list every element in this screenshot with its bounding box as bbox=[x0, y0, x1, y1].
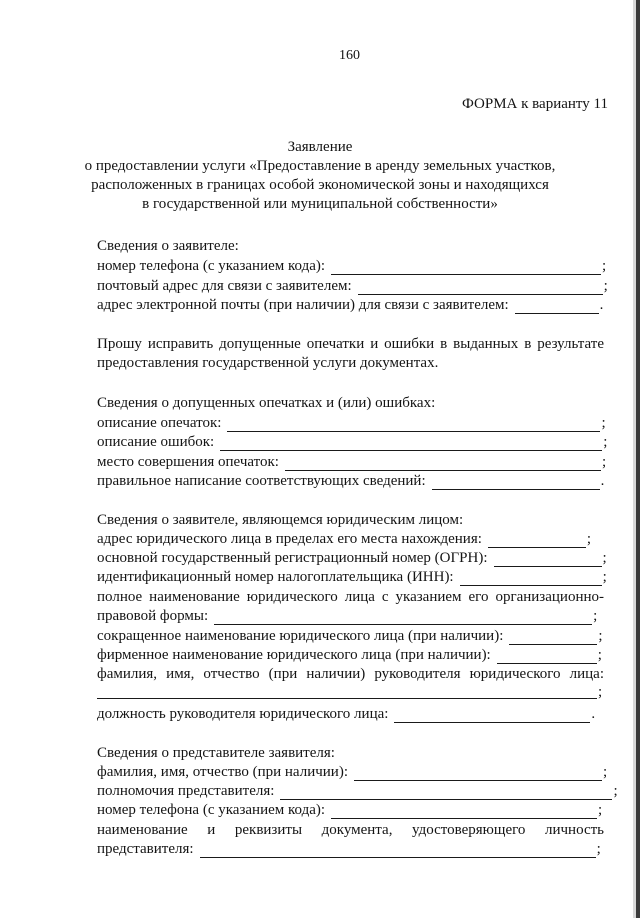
applicant-email-row bbox=[97, 296, 603, 314]
head-position-row bbox=[97, 705, 595, 723]
representative-fio-row bbox=[97, 763, 607, 781]
ogrn-row bbox=[97, 549, 607, 567]
typos-row bbox=[97, 414, 606, 432]
full-name-row bbox=[97, 607, 597, 625]
applicant-heading: Сведения о заявителе: bbox=[97, 238, 239, 254]
representative-doc-label-line-1: наименование и реквизиты документа, удостоверяющего личность bbox=[97, 822, 604, 838]
legal-heading: Сведения о заявителе, являющемся юридическим лицом: bbox=[97, 512, 464, 528]
short-name-field[interactable] bbox=[509, 629, 597, 645]
representative-doc-row bbox=[97, 840, 601, 858]
representative-phone-row bbox=[97, 801, 602, 819]
applicant-postal-field[interactable] bbox=[358, 279, 603, 295]
representative-doc-label-line-2: представителя: bbox=[97, 841, 194, 857]
semicolon: ; bbox=[593, 608, 598, 624]
head-position-field[interactable] bbox=[394, 707, 590, 723]
mistakes-row bbox=[97, 433, 607, 451]
semicolon: ; bbox=[596, 841, 601, 857]
applicant-email-label: адрес электронной почты (при наличии) для связи с заявителем: bbox=[97, 297, 509, 313]
semicolon: ; bbox=[602, 550, 607, 566]
place-field[interactable] bbox=[285, 455, 601, 471]
period: . bbox=[591, 706, 596, 722]
applicant-postal-label: почтовый адрес для связи с заявителем: bbox=[97, 278, 352, 294]
full-name-label-line-2: правовой формы: bbox=[97, 608, 209, 624]
place-row bbox=[97, 453, 606, 471]
page-number: 160 bbox=[339, 48, 360, 63]
full-name-field[interactable] bbox=[214, 609, 592, 625]
brand-name-field[interactable] bbox=[497, 648, 597, 664]
applicant-email-field[interactable] bbox=[515, 298, 599, 314]
legal-address-row bbox=[97, 530, 591, 548]
short-name-row bbox=[97, 627, 603, 645]
request-line-2: предоставления государственной услуги документах. bbox=[97, 355, 439, 371]
semicolon: ; bbox=[598, 628, 603, 644]
document-subtitle-line-1: о предоставлении услуги «Предоставление в аренду земельных участков, bbox=[84, 158, 556, 174]
representative-fio-label: фамилия, имя, отчество (при наличии): bbox=[97, 764, 348, 780]
semicolon: ; bbox=[603, 764, 608, 780]
semicolon: ; bbox=[602, 569, 607, 585]
head-position-label: должность руководителя юридического лица: bbox=[97, 706, 389, 722]
document-subtitle-line-3: в государственной или муниципальной собственности» bbox=[142, 196, 498, 212]
representative-authority-label: полномочия представителя: bbox=[97, 783, 275, 799]
applicant-postal-row bbox=[97, 277, 608, 295]
short-name-label: сокращенное наименование юридического лица (при наличии): bbox=[97, 628, 504, 644]
head-fio-label: фамилия, имя, отчество (при наличии) руководителя юридического лица: bbox=[97, 666, 604, 682]
semicolon: ; bbox=[613, 783, 618, 799]
inn-row bbox=[97, 568, 607, 586]
semicolon: ; bbox=[598, 802, 603, 818]
ogrn-label: основной государственный регистрационный номер (ОГРН): bbox=[97, 550, 488, 566]
representative-phone-field[interactable] bbox=[331, 803, 597, 819]
correct-row bbox=[97, 472, 604, 490]
semicolon: ; bbox=[597, 647, 602, 663]
mistakes-label: описание ошибок: bbox=[97, 434, 215, 450]
applicant-phone-row bbox=[97, 257, 606, 275]
semicolon: ; bbox=[601, 415, 606, 431]
head-fio-field[interactable] bbox=[97, 683, 597, 699]
typos-field[interactable] bbox=[227, 416, 600, 432]
period: . bbox=[600, 473, 605, 489]
errors-heading: Сведения о допущенных опечатках и (или) ошибках: bbox=[97, 395, 436, 411]
applicant-phone-field[interactable] bbox=[331, 259, 601, 275]
applicant-phone-label: номер телефона (с указанием кода): bbox=[97, 258, 326, 274]
semicolon: ; bbox=[601, 454, 607, 470]
legal-address-field[interactable] bbox=[488, 532, 586, 548]
brand-name-label: фирменное наименование юридического лица (при наличии): bbox=[97, 647, 491, 663]
full-name-label-line-1: полное наименование юридического лица с указанием его организационно- bbox=[97, 589, 604, 605]
typos-label: описание опечаток: bbox=[97, 415, 222, 431]
representative-phone-label: номер телефона (с указанием кода): bbox=[97, 802, 326, 818]
correct-field[interactable] bbox=[432, 474, 600, 490]
request-line-1: Прошу исправить допущенные опечатки и ошибки в выданных в результате bbox=[97, 336, 604, 352]
semicolon: ; bbox=[603, 278, 608, 294]
semicolon: ; bbox=[598, 684, 603, 700]
ogrn-field[interactable] bbox=[494, 551, 602, 567]
legal-address-label: адрес юридического лица в пределах его места нахождения: bbox=[97, 531, 482, 547]
inn-label: идентификационный номер налогоплательщика (ИНН): bbox=[97, 569, 454, 585]
period: . bbox=[599, 297, 604, 313]
representative-authority-row bbox=[97, 782, 618, 800]
mistakes-field[interactable] bbox=[220, 435, 602, 451]
place-label: место совершения опечаток: bbox=[97, 454, 279, 470]
representative-doc-field[interactable] bbox=[200, 842, 596, 858]
semicolon: ; bbox=[586, 531, 592, 547]
brand-name-row bbox=[97, 646, 602, 664]
form-variant: ФОРМА к варианту 11 bbox=[462, 96, 608, 112]
document-subtitle-line-2: расположенных в границах особой экономической зоны и находящихся bbox=[91, 177, 549, 193]
representative-fio-field[interactable] bbox=[354, 765, 602, 781]
representative-heading: Сведения о представителе заявителя: bbox=[97, 745, 335, 761]
correct-label: правильное написание соответствующих сведений: bbox=[97, 473, 426, 489]
document-title: Заявление bbox=[287, 139, 353, 155]
semicolon: ; bbox=[602, 258, 607, 274]
semicolon: ; bbox=[603, 434, 608, 450]
inn-field[interactable] bbox=[460, 570, 602, 586]
representative-authority-field[interactable] bbox=[280, 784, 612, 800]
